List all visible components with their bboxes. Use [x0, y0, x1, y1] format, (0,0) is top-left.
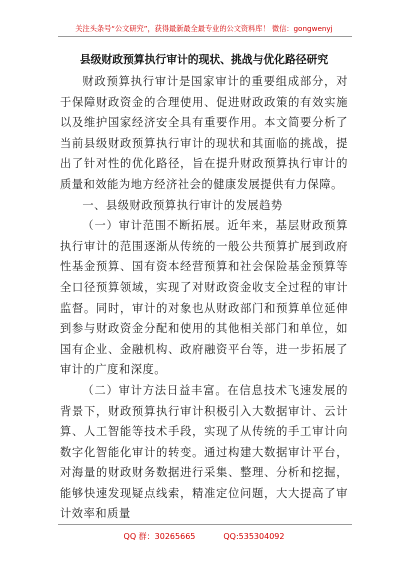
footer-contacts [0, 531, 408, 542]
document-body [60, 72, 348, 525]
qq-group-text: QQ 群：30265665 [123, 532, 196, 541]
body-paragraph: （二）审计方法日益丰富。在信息技术飞速发展的背景下，财政预算执行审计积极引入大数据审计、云计算、人工智能等技术手段，实现了从传统的手工审计向数字化智能化审计的转变。通过构建大数据审计平台，对海量的财政财务数据进行采集、整理、分析和挖掘，能够快速发现疑点线索，精准定位问题，大大提高了审计效率和质量 [60, 383, 348, 521]
qq-number-text: QQ:535304092 [223, 532, 285, 541]
abstract-paragraph: 财政预算执行审计是国家审计的重要组成部分，对于保障财政资金的合理使用、促进财政政策的有效实施以及维护国家经济安全具有重要作用。本文简要分析了当前县级财政预算执行审计的现状和其面临的挑战，提出了针对性的优化路径，旨在提升财政预算执行审计的质量和效能为地方经济社会的健康发展提供有力保障。 [60, 75, 348, 191]
body-paragraph: （一）审计范围不断拓展。近年来，基层财政预算执行审计的范围逐渐从传统的一般公共预算扩展到政府性基金预算、国有资本经营预算和社会保险基金预算等全口径预算领域，实现了对财政资金收支全过程的审计监督。同时，审计的对象也从财政部门和预算单位延伸到参与财政资金分配和使用的其他相关部门和单位，如国有企业、金融机构、政府融资平台等，进一步拓展了审计的广度和深度。 [60, 219, 348, 377]
header-divider [58, 36, 352, 37]
document-title: 县级财政预算执行审计的现状、挑战与优化路径研究 [79, 53, 329, 66]
promo-banner: 关注头条号“公文研究”，获得最新最全最专业的公文资料库！ 微信：gongwenyj [75, 24, 333, 33]
section-heading: 一、县级财政预算执行审计的发展趋势 [82, 198, 283, 212]
footer-divider [58, 524, 352, 525]
